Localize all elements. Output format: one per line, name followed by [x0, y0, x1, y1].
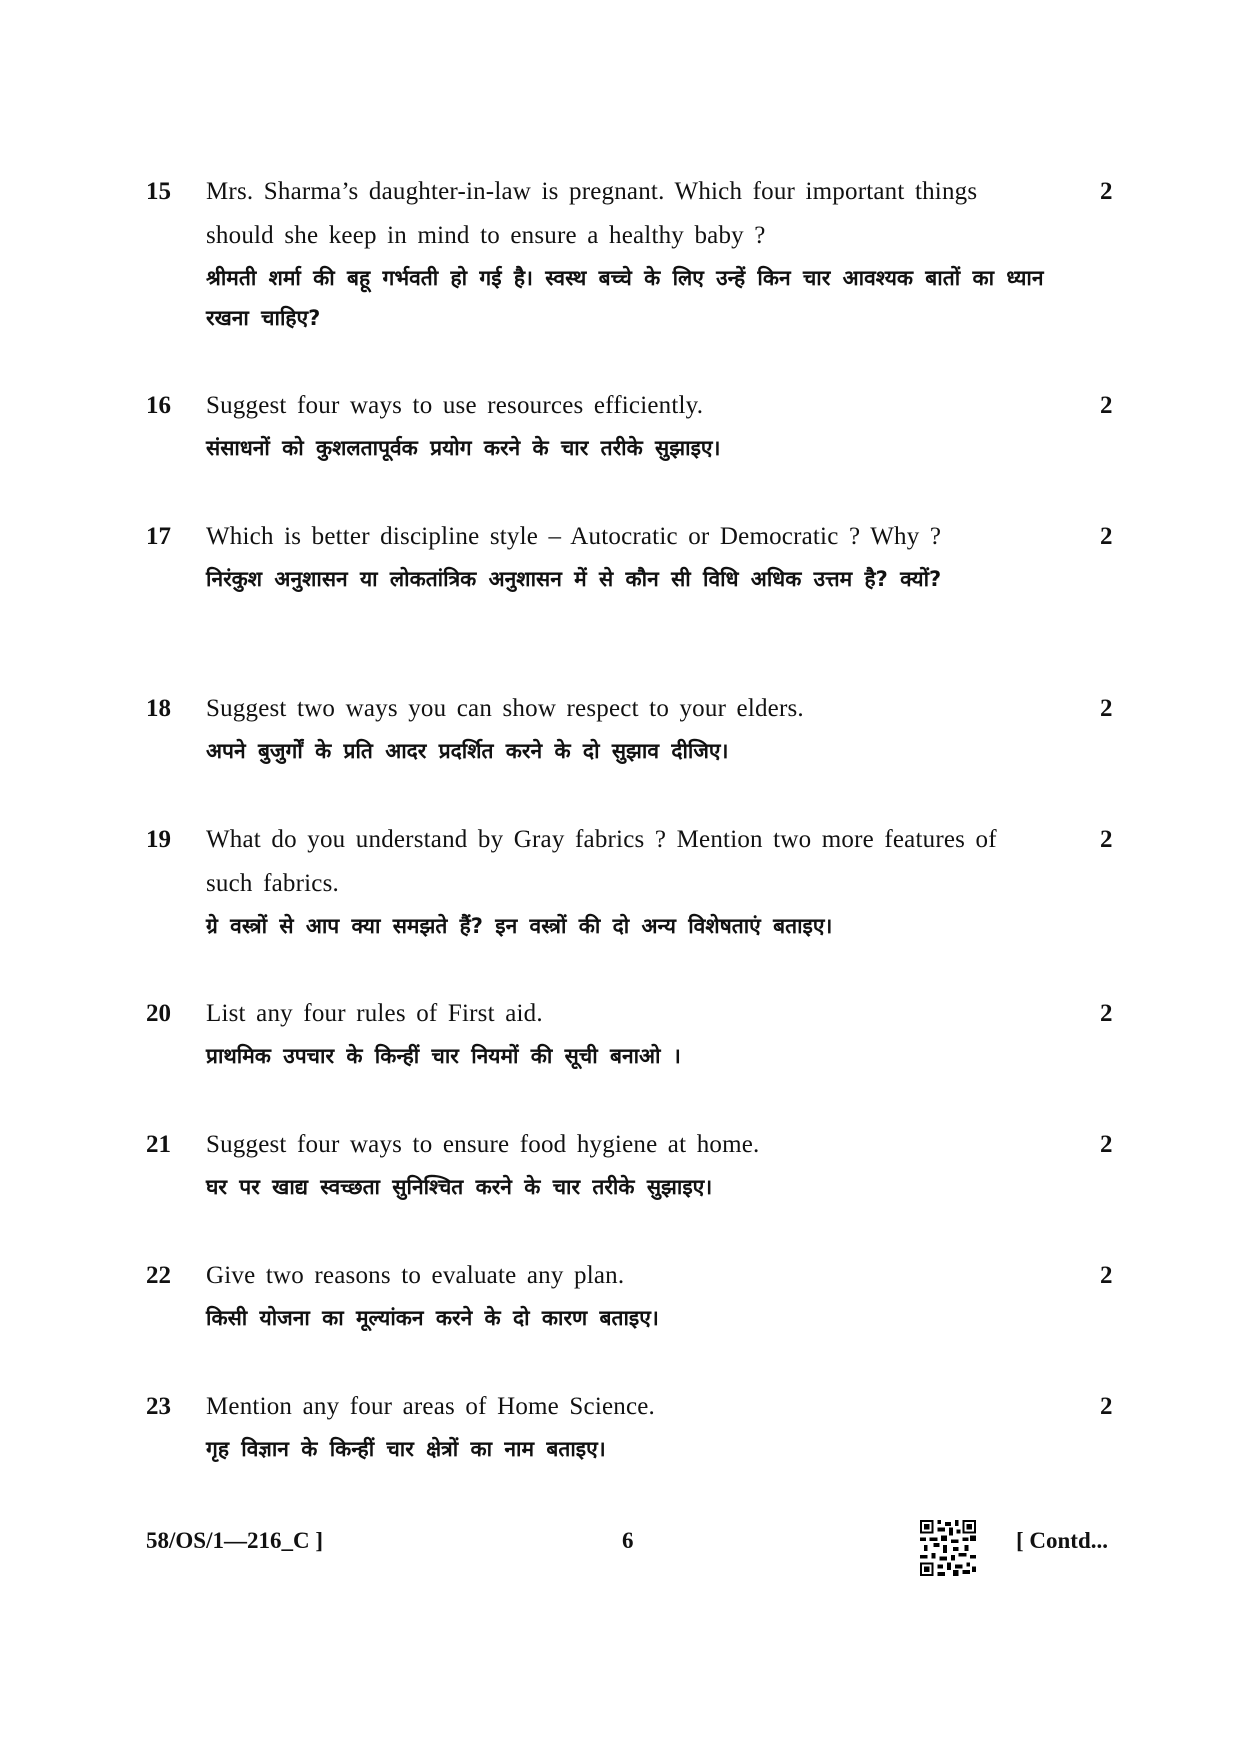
qr-code-icon	[920, 1520, 976, 1576]
question-marks: 2	[1100, 695, 1113, 722]
question-text-english: Mention any four areas of Home Science.	[206, 1393, 656, 1420]
question-number: 22	[146, 1262, 171, 1289]
question-body	[206, 1123, 1051, 1207]
question-text-english: Give two reasons to evaluate any plan.	[206, 1262, 625, 1289]
question-marks: 2	[1100, 1262, 1113, 1289]
question-text-hindi: ग्रे वस्त्रों से आप क्या समझते हैं? इन वस्त्रों की दो अन्य विशेषताएं बताइए।	[206, 914, 833, 938]
question-marks: 2	[1100, 1393, 1113, 1420]
question-text-hindi: घर पर खाद्य स्वच्छता सुनिश्चित करने के चार तरीके सुझाइए।	[206, 1175, 713, 1199]
question-text-english: Suggest four ways to use resources efficiently.	[206, 392, 704, 419]
question-marks: 2	[1100, 523, 1113, 550]
question-marks: 2	[1100, 392, 1113, 419]
continued-label: [ Contd...	[1016, 1528, 1109, 1553]
question-text-hindi: गृह विज्ञान के किन्हीं चार क्षेत्रों का नाम बताइए।	[206, 1437, 606, 1461]
question-text-hindi: अपने बुजुर्गों के प्रति आदर प्रदर्शित करने के दो सुझाव दीजिए।	[206, 739, 729, 763]
question-body	[206, 818, 1051, 946]
question-body	[206, 1254, 1051, 1338]
question-body	[206, 515, 1051, 599]
question-text-english: Mrs. Sharma’s daughter-in-law is pregnant. Which four important things should she keep in mind to ensure a healthy baby ?	[206, 178, 978, 249]
question-body	[206, 170, 1051, 338]
question-text-english: Suggest two ways you can show respect to your elders.	[206, 695, 804, 722]
question-marks: 2	[1100, 1131, 1113, 1158]
question-number: 21	[146, 1131, 171, 1158]
question-text-hindi: श्रीमती शर्मा की बहू गर्भवती हो गई है। स्वस्थ बच्चे के लिए उन्हें किन चार आवश्यक बातों का ध्यान रखना चाहिए?	[206, 266, 1044, 330]
question-text-english: List any four rules of First aid.	[206, 1000, 543, 1027]
question-marks: 2	[1100, 1000, 1113, 1027]
question-text-hindi: संसाधनों को कुशलतापूर्वक प्रयोग करने के चार तरीके सुझाइए।	[206, 436, 721, 460]
question-text-english: Which is better discipline style – Autocratic or Democratic ? Why ?	[206, 523, 942, 550]
question-text-english: Suggest four ways to ensure food hygiene at home.	[206, 1131, 760, 1158]
question-marks: 2	[1100, 826, 1113, 853]
question-body	[206, 992, 1051, 1076]
paper-code: 58/OS/1—216_C ]	[146, 1528, 323, 1553]
question-text-hindi: प्राथमिक उपचार के किन्हीं चार नियमों की सूची बनाओ ।	[206, 1044, 681, 1068]
question-number: 18	[146, 695, 171, 722]
question-text-hindi: निरंकुश अनुशासन या लोकतांत्रिक अनुशासन में से कौन सी विधि अधिक उत्तम है? क्यों?	[206, 567, 942, 591]
question-number: 20	[146, 1000, 171, 1027]
question-text-english: What do you understand by Gray fabrics ? Mention two more features of such fabrics.	[206, 826, 997, 897]
page-number: 6	[622, 1528, 634, 1553]
question-body	[206, 1385, 1051, 1469]
question-number: 17	[146, 523, 171, 550]
question-number: 19	[146, 826, 171, 853]
question-number: 16	[146, 392, 171, 419]
page-footer	[0, 1520, 1240, 1580]
question-marks: 2	[1100, 178, 1113, 205]
question-number: 15	[146, 178, 171, 205]
question-number: 23	[146, 1393, 171, 1420]
question-body	[206, 384, 1051, 468]
question-body	[206, 687, 1051, 771]
question-text-hindi: किसी योजना का मूल्यांकन करने के दो कारण बताइए।	[206, 1306, 659, 1330]
